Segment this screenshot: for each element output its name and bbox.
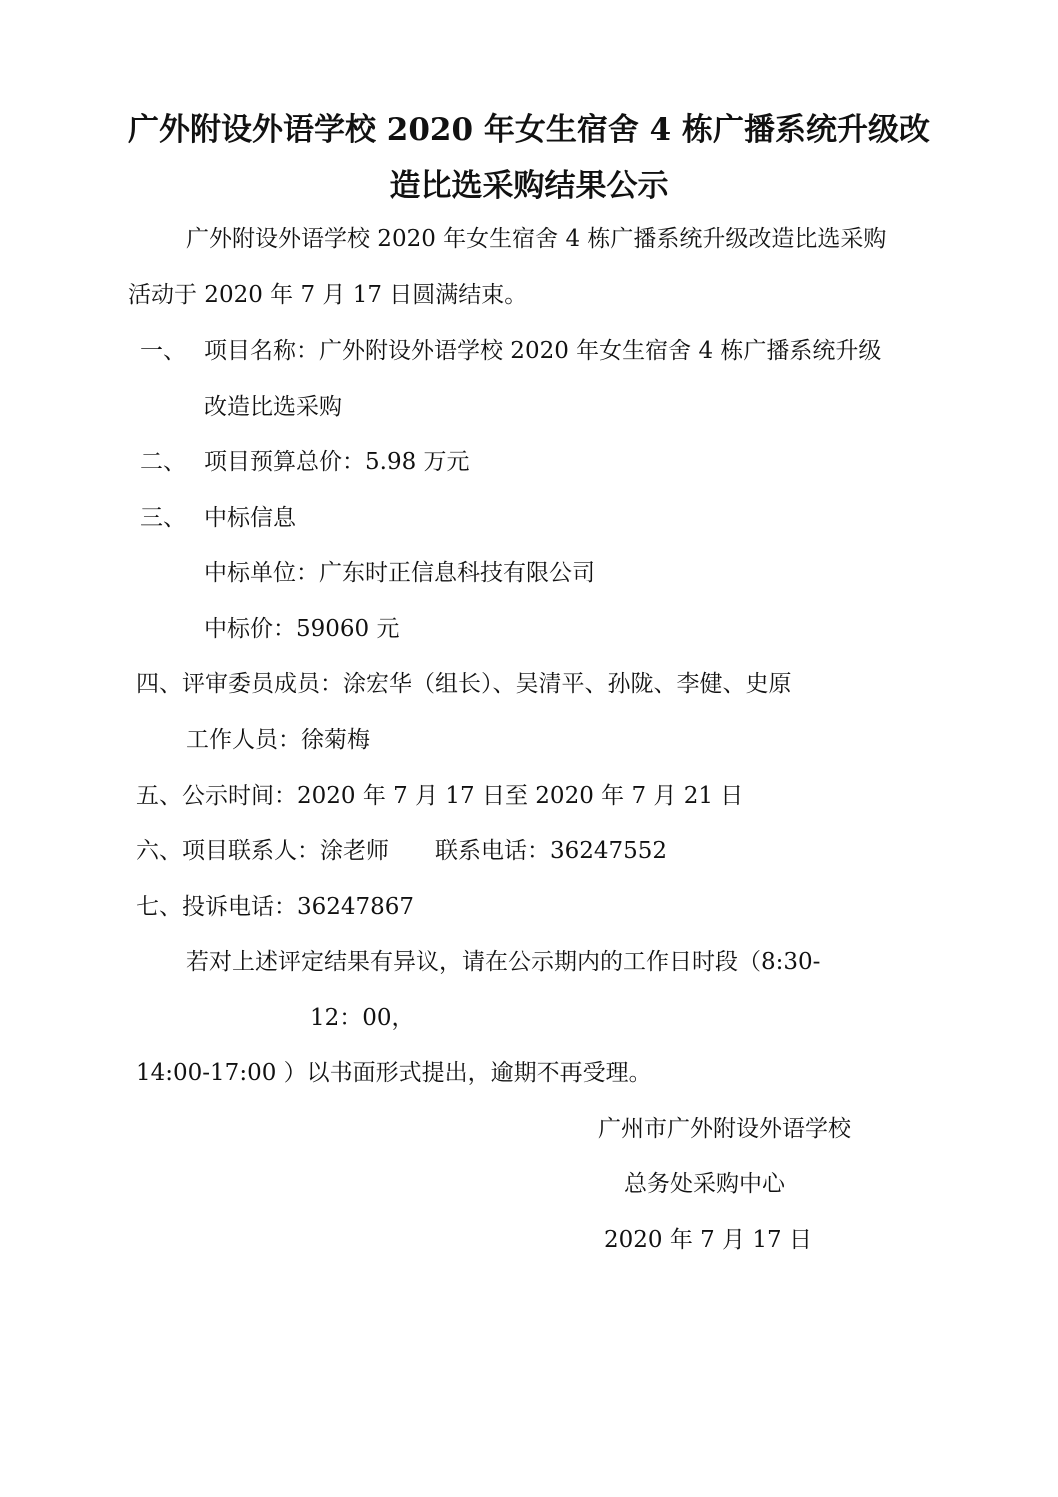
item-four-staff: 工作人员：徐菊梅 [186,727,370,753]
signature-department: 总务处采购中心 [624,1171,785,1197]
item-one-line-2: 改造比选采购 [204,394,342,420]
document-title-line-1: 广外附设外语学校 2020 年女生宿舍 4 栋广播系统升级改 [127,112,931,148]
winning-price: 中标价：59060 元 [204,616,400,642]
notice-line-3: 14:00-17:00 ）以书面形式提出，逾期不再受理。 [136,1060,652,1086]
signature-date: 2020 年 7 月 17 日 [604,1227,812,1253]
item-one-line-1: 项目名称：广外附设外语学校 2020 年女生宿舍 4 栋广播系统升级 [204,338,882,364]
item-two-number: 二、 [140,449,186,475]
item-seven-complaint-phone: 七、投诉电话：36247867 [136,894,415,920]
notice-line-1: 若对上述评定结果有异议，请在公示期内的工作日时段（8:30- [186,949,821,975]
signature-organization: 广州市广外附设外语学校 [598,1116,851,1142]
notice-line-2: 12：00， [310,1005,415,1031]
item-two-budget: 项目预算总价：5.98 万元 [204,449,470,475]
item-six-contact: 六、项目联系人：涂老师 联系电话：36247552 [136,838,668,864]
item-three-heading: 中标信息 [204,505,296,531]
item-five-notice-period: 五、公示时间：2020 年 7 月 17 日至 2020 年 7 月 21 日 [136,783,744,809]
item-one-number: 一、 [140,338,186,364]
winning-company: 中标单位：广东时正信息科技有限公司 [204,560,595,586]
item-four-review-committee: 四、评审委员成员：涂宏华（组长）、吴清平、孙陇、李健、史原 [136,671,792,697]
intro-line-2: 活动于 2020 年 7 月 17 日圆满结束。 [128,282,528,308]
intro-line-1: 广外附设外语学校 2020 年女生宿舍 4 栋广播系统升级改造比选采购 [186,226,887,252]
document-title-line-2: 造比选采购结果公示 [389,168,669,204]
item-three-number: 三、 [140,505,186,531]
